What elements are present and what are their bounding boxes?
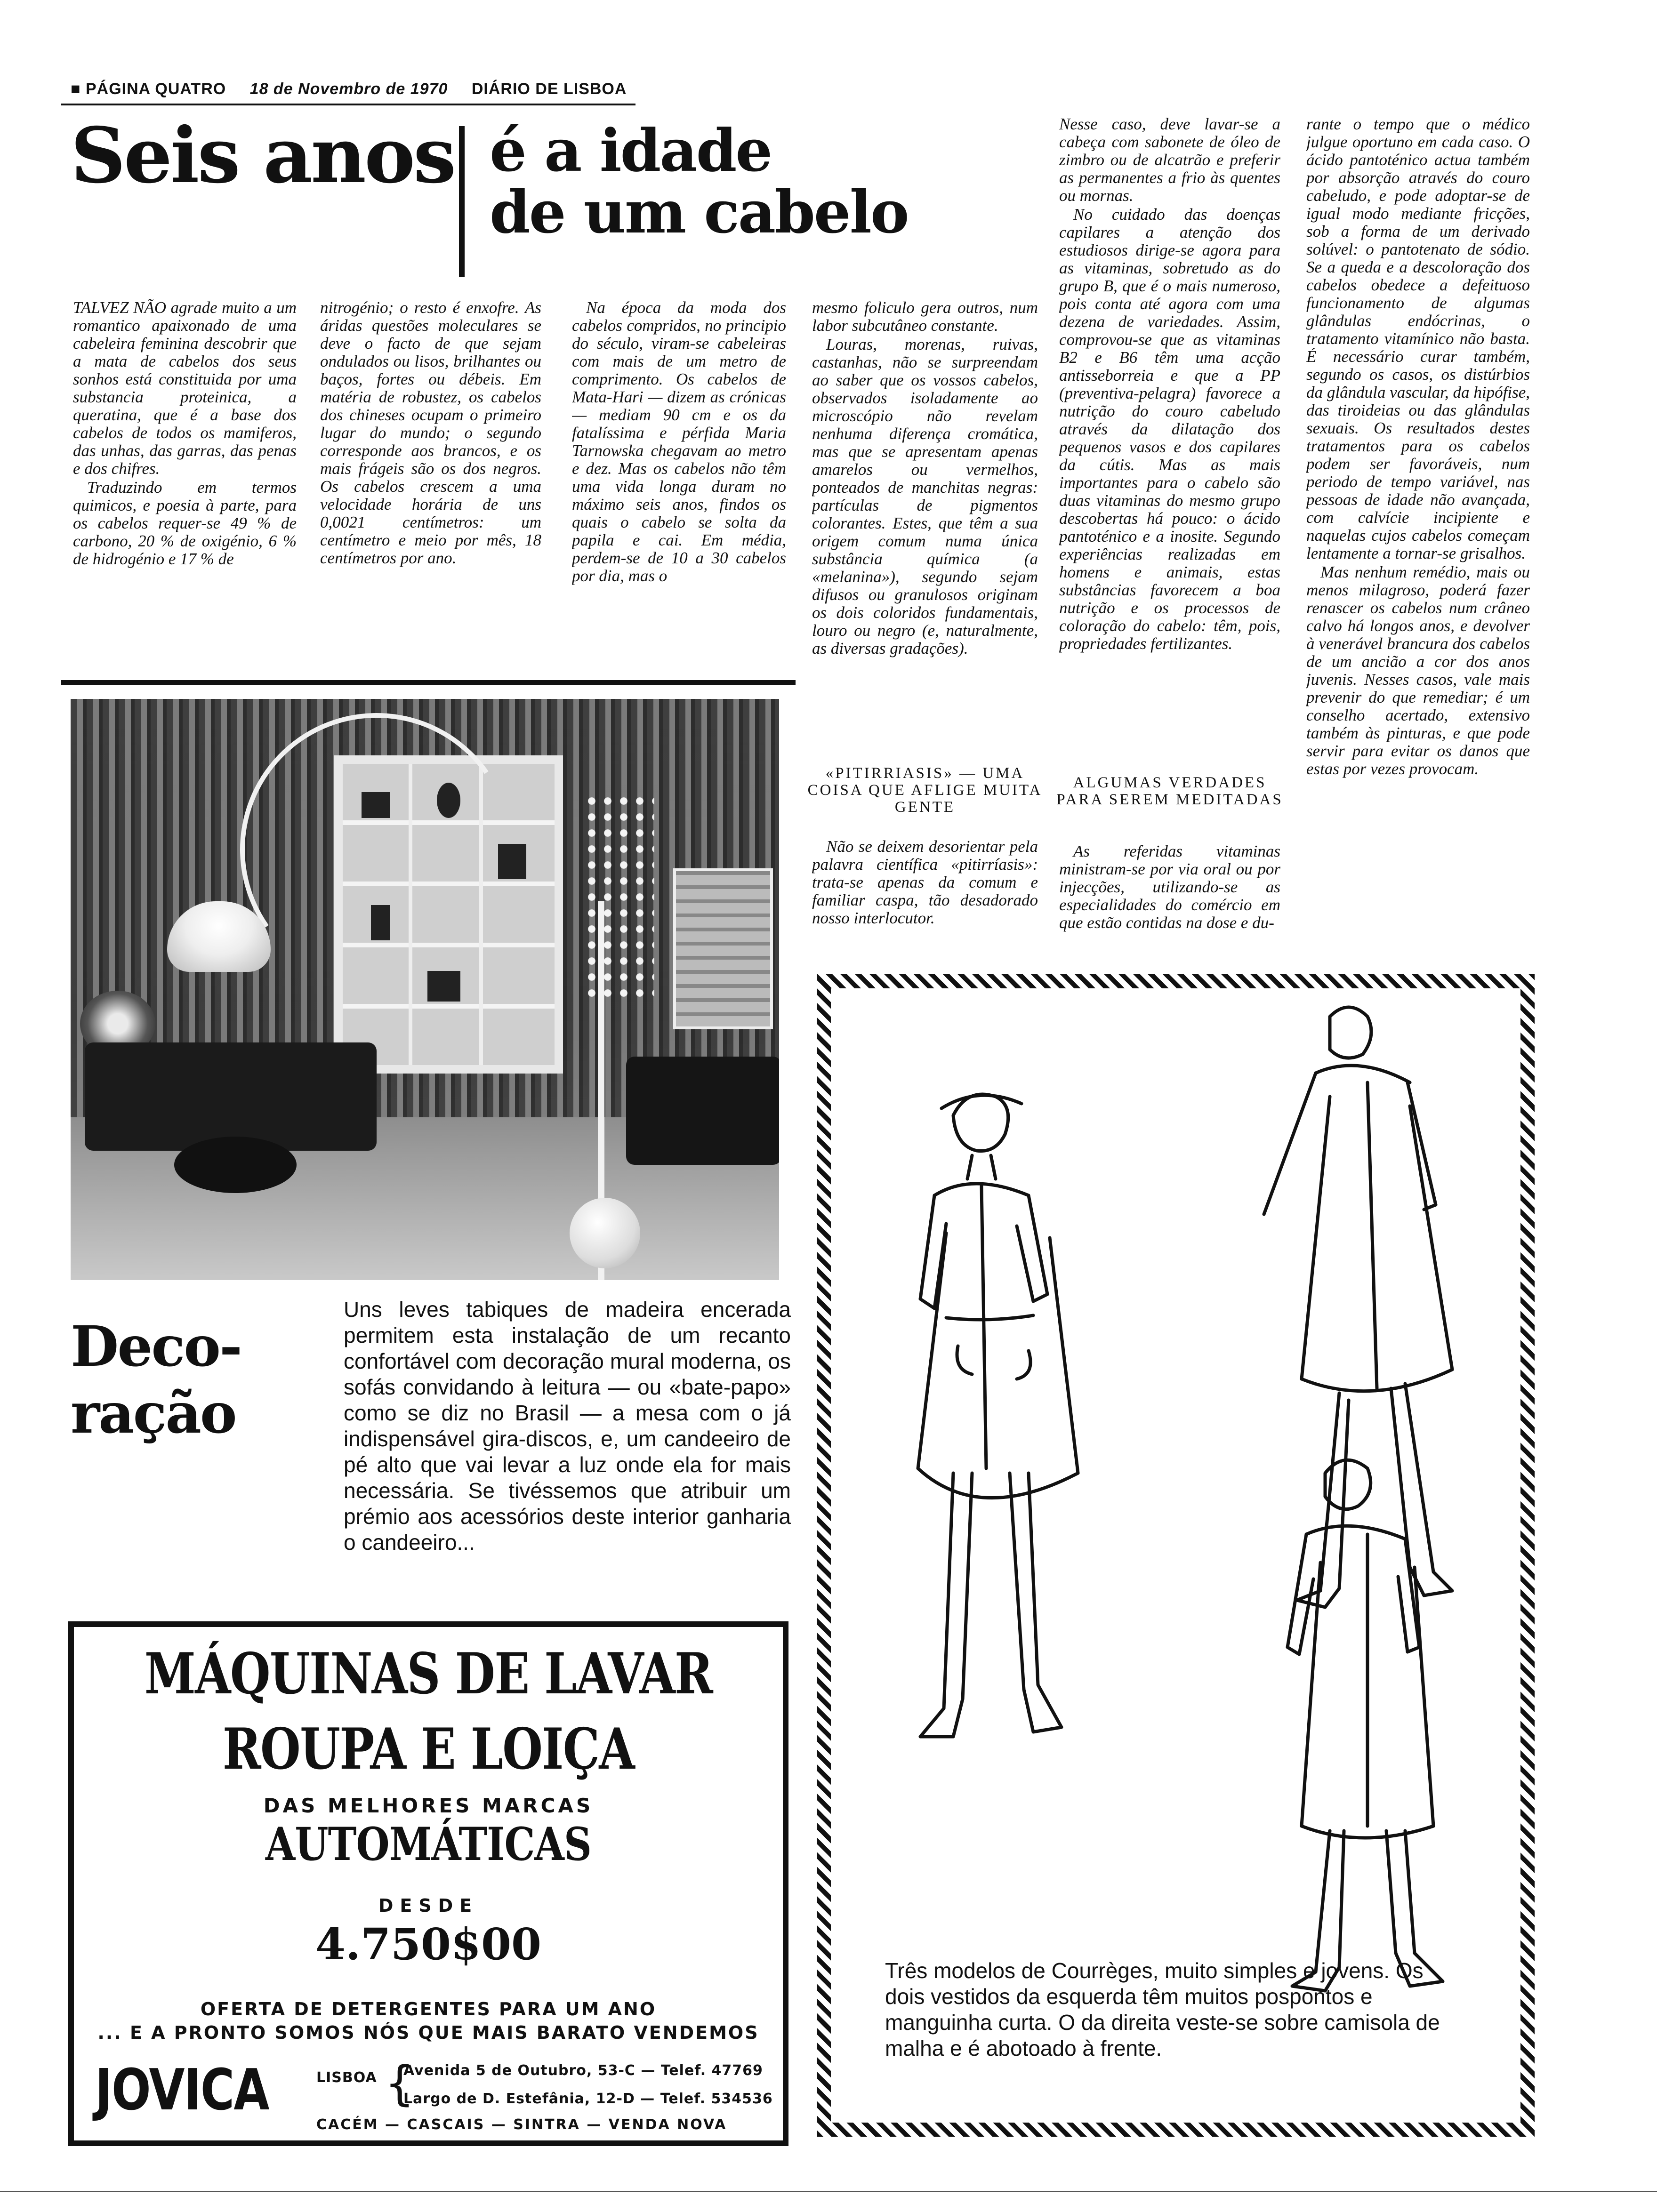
article-column-2	[320, 299, 541, 671]
page-footer-rule	[0, 2191, 1657, 2192]
fashion-caption: Três modelos de Courrèges, muito simples e jovens. Os dois vestidos da esquerda têm muitos pospontos e manguinha curta. O da direita veste-se sobre camisola de malha e é abotoado à frente.	[885, 1958, 1440, 2060]
ad-address-1: Avenida 5 de Outubro, 53-C — Telef. 47769	[403, 2062, 763, 2079]
ad-slogan: ... E A PRONTO SOMOS NÓS QUE MAIS BARATO VENDEMOS	[97, 2022, 759, 2043]
masthead	[71, 80, 627, 98]
headline-divider	[459, 126, 465, 277]
article-column-1	[73, 299, 297, 671]
fashion-sketches	[831, 988, 1520, 2123]
article-column-5b	[1059, 842, 1280, 946]
subheading-verdades: ALGUMAS VERDADES PARA SEREM MEDITADAS	[1056, 774, 1283, 808]
decoracao-caption: Uns leves tabiques de madeira encerada permitem esta instalação de um recanto confortável com decoração mural moderna, os sofás convidando à leitura — ou «bate-papo» como se diz no Brasil — a mesa com o já indispensável gira-discos, e, um candeeiro de pé alto que vai levar a luz onde ela for mais necessária. Se tivéssemos que atribuir um prémio aos acessórios deste interior ganharia o candeeiro...	[344, 1297, 791, 1555]
article-paragraph: mesmo foliculo gera outros, num labor subcutâneo constante.	[812, 299, 1038, 335]
ad-price: 4.750$00	[315, 1919, 542, 1970]
ad-towns: CACÉM — CASCAIS — SINTRA — VENDA NOVA	[316, 2116, 727, 2133]
decoracao-title	[71, 1313, 241, 1446]
page-number: ■ PÁGINA QUATRO	[71, 80, 226, 98]
article-paragraph: As referidas vitaminas ministram-se por via oral ou por injecções, utilizando-se as especialidades do comércio em que estão contidas na dose e du-	[1059, 842, 1280, 932]
article-column-4	[812, 299, 1038, 739]
ad-address-2: Largo de D. Estefânia, 12-D — Telef. 534536	[403, 2091, 773, 2107]
article-end-rule	[61, 680, 796, 685]
article-paragraph: Louras, morenas, ruivas, castanhas, não se surpreendam ao saber que os vossos cabelos, observados isoladamente ao microscópio não revelam nenhuma diferença cromática, mas que se apresentam apenas amarelos ou vermelhos, ponteados de manchitas negras: partículas de pigmentos colorantes. Estes, que têm a sua origem comum numa única substância química (a «melanina»), segundo sejam difusos ou granulosos originam os dois coloridos fundamentais, louro ou negro (e, naturalmente, as diversas gradações).	[812, 335, 1038, 657]
ad-brand-logo: JOVICA	[95, 2058, 269, 2123]
headline-right-line1: é a idade	[490, 117, 772, 185]
lamp-base-globe	[570, 1198, 640, 1268]
issue-date: 18 de Novembro de 1970	[249, 80, 448, 98]
fashion-figure-left	[918, 1094, 1078, 1737]
headline-right	[490, 117, 908, 247]
headline-left: Seis anos	[71, 111, 455, 200]
ad-brands: DAS MELHORES MARCAS	[263, 1794, 594, 1817]
article-column-4b	[812, 838, 1038, 946]
ad-brace: {	[385, 2056, 415, 2111]
decoracao-title-line2: ração	[71, 1380, 236, 1446]
ad-headline-1: MÁQUINAS DE LAVAR	[144, 1641, 713, 1707]
article-column-3	[572, 299, 786, 671]
article-column-5	[1059, 115, 1280, 746]
article-paragraph: Traduzindo em termos quimicos, e poesia à parte, para os cabelos requer-se 49 % de carbono, 20 % de oxigénio, 6 % de hidrogénio e 17 % de	[73, 478, 297, 568]
mural-decoration	[584, 793, 654, 1005]
article-paragraph: TALVEZ NÃO agrade muito a um romantico apaixonado de uma cabeleira feminina descobrir que a mata de cabelos dos seus sonhos está constituida por uma substancia proteinica, a queratina, que é a base dos cabelos de todos os mamiferos, das unhas, das garras, das penas e dos chifres.	[73, 299, 297, 478]
article-paragraph: No cuidado das doenças capilares a atenção dos estudiosos dirige-se agora para as vitaminas, sobretudo as do grupo B, que é o mais numeroso, pois conta até agora com uma dezena de variedades. Assim, comprovou-se que as vitaminas B2 e B6 têm uma acção antisseborreia e que a PP (preventiva-pelagra) favorece a nutrição do couro cabeludo através da dilatação dos pequenos vasos e dos capilares da cútis. Mas as mais importantes para o cabelo são duas vitaminas do mesmo grupo descobertas há pouco: o ácido pantoténico e a inosite. Segundo experiências realizadas em homens e animais, estas substâncias favorecem a boa nutrição e os processos de coloração do cabelo: têm, pois, propriedades fertilizantes.	[1059, 205, 1280, 653]
fashion-figure-bottom-right	[1287, 1460, 1443, 1991]
ad-city: LISBOA	[316, 2069, 377, 2086]
fashion-figure-top-right	[1264, 1007, 1452, 1607]
sofa-left	[85, 1042, 377, 1151]
ad-automatic: AUTOMÁTICAS	[265, 1818, 592, 1871]
article-paragraph: Mas nenhum remédio, mais ou menos milagroso, poderá fazer renascer os cabelos num crâneo calvo há longos anos, e devolver à venerável brancura dos cabelos de um ancião a cor dos anos juvenis. Nesses casos, vale mais prevenir do que remediar; é um conselho acertado, extensivo também às pinturas, e que pode servir para evitar os danos que estas por vezes provocam.	[1306, 563, 1530, 778]
newspaper-name: DIÁRIO DE LISBOA	[471, 80, 627, 98]
headline-right-line2: de um cabelo	[490, 178, 908, 247]
article-paragraph: Na época da moda dos cabelos compridos, no principio do século, viram-se cabeleiras com mais de um metro de comprimento. Os cabelos de Mata-Hari — dizem as crónicas — mediam 90 cm e os da fatalíssima e pérfida Maria Tarnowska chegavam ao metro e dez. Mas os cabelos não têm uma vida longa duram no máximo seis anos, findos os quais o cabelo se solta da papila e cai. Em média, perdem-se de 10 a 30 cabelos por dia, mas o	[572, 299, 786, 585]
advertisement-jovica	[68, 1621, 788, 2146]
article-paragraph: nitrogénio; o resto é enxofre. As áridas questões moleculares se deve o facto de que sejam ondulados ou lisos, brilhantes ou baços, fortes ou débeis. Em matéria de robustez, os cabelos dos chineses ocupam o primeiro lugar do mundo; o segundo corresponde aos brancos, e os mais frágeis são os dos negros. Os cabelos crescem a uma velocidade horária de uns 0,0021 centímetros: um centímetro e meio por mês, 18 centímetros por ano.	[320, 299, 541, 567]
wall-picture	[673, 868, 773, 1029]
article-column-6	[1306, 115, 1530, 946]
article-paragraph: Não se deixem desorientar pela palavra científica «pitirríasis»: trata-se apenas da comum e familiar caspa, tão desadorado nosso interlocutor.	[812, 838, 1038, 927]
ad-from: DESDE	[378, 1895, 479, 1916]
subheading-pitirriasis: «PITIRRIASIS» — UMA COISA QUE AFLIGE MUITA GENTE	[807, 765, 1043, 816]
interior-photo	[71, 699, 779, 1280]
coffee-table	[174, 1137, 297, 1193]
ad-offer: OFERTA DE DETERGENTES PARA UM ANO	[200, 1999, 657, 2020]
article-paragraph: rante o tempo que o médico julgue oportuno em cada caso. O ácido pantoténico actua também por absorção através do couro cabeludo, e pode adoptar-se de igual modo mediante fricções, sob a forma de um derivado solúvel: o pantotenato de sódio. Se a queda e a descoloração dos cabelos obedece a defeituoso funcionamento de algumas glândulas endócrinas, o tratamento vitamínico não basta. É necessário curar também, segundo os casos, os distúrbios da glândula vascular, da hipófise, das tiroideias ou das glândulas sexuais. Os resultados destes tratamentos para os cabelos podem ser favoráveis, num periodo de tempo variável, nas pessoas de idade não avançada, com calvície incipiente e naquelas cujos cabelos começam lentamente a tornar-se grisalhos.	[1306, 115, 1530, 562]
article-paragraph: Nesse caso, deve lavar-se a cabeça com sabonete de óleo de zimbro ou de alcatrão e preferir as permanentes a frio às quentes ou mornas.	[1059, 115, 1280, 205]
masthead-rule	[61, 104, 635, 105]
sofa-right	[626, 1057, 779, 1165]
decoracao-title-line1: Deco-	[71, 1314, 241, 1379]
ad-headline-2: ROUPA E LOIÇA	[222, 1716, 635, 1782]
